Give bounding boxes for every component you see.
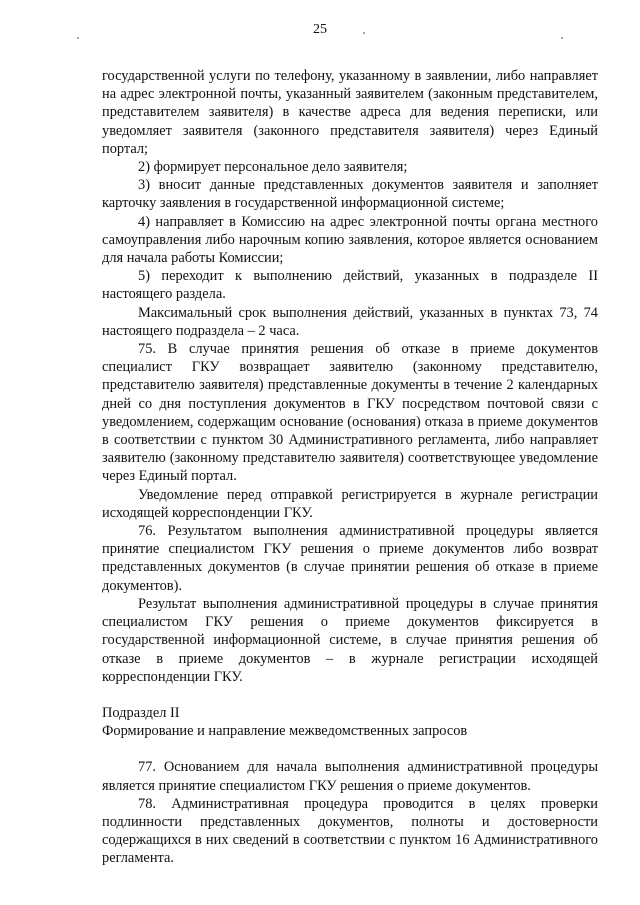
paragraph: Результат выполнения административной процедуры в случае принятия специалистом ГКУ решения о приеме документов фиксируется в государственной информационной системе, в случае принятия решения об отказе в приеме документов – в журнале регистрации исходящей корреспонденции ГКУ. — [102, 595, 598, 685]
paragraph-78: 78. Административная процедура проводится в целях проверки подлинности представленных документов, полноты и достоверности содержащихся в них сведений в соответствии с пунктом 16 Административного регламента. — [102, 795, 598, 867]
paragraph-77: 77. Основанием для начала выполнения административной процедуры является принятие специалистом ГКУ решения о приеме документов. — [102, 759, 598, 794]
scan-speck — [77, 37, 79, 39]
page-number: 25 — [313, 22, 327, 37]
list-item: 3) вносит данные представленных документов заявителя и заполняет карточку заявления в государственной информационной системе; — [102, 177, 598, 212]
paragraph-75: 75. В случае принятия решения об отказе в приеме документов специалист ГКУ возвращает заявителю (законному представителю, представителю заявителя) представленные документы в течение 2 календарных дней со дня поступления документов в ГКУ посредством почтовой связи с уведомлением, содержащим основание (основания) отказа в приеме документов в соответствии с пунктом 30 Административного регламента, либо направляет заявителю (законному представителю заявителя) соответствующее уведомление через Единый портал. — [102, 341, 598, 485]
list-item: 2) формирует персональное дело заявителя; — [138, 159, 408, 176]
scan-speck — [561, 37, 563, 39]
list-item: 5) переходит к выполнению действий, указанных в подразделе II настоящего раздела. — [102, 268, 598, 303]
section-title: Подраздел II — [102, 704, 180, 721]
paragraph: Уведомление перед отправкой регистрируется в журнале регистрации исходящей корреспонденции ГКУ. — [102, 486, 598, 521]
scan-speck — [363, 32, 365, 34]
paragraph: государственной услуги по телефону, указанному в заявлении, либо направляет на адрес электронной почты, указанный заявителем (законным представителем, представителем заявителя) в качестве адреса для ведения переписки, или уведомляет заявителя (законного представителя заявителя) через Единый портал; — [102, 68, 598, 157]
paragraph-76: 76. Результатом выполнения административной процедуры является принятие специалистом ГКУ решения о приеме документов либо возврат представленных документов (в случае принятии решения об отказе в приеме документов). — [102, 523, 598, 594]
document-body — [102, 67, 598, 868]
list-item: 4) направляет в Комиссию на адрес электронной почты органа местного самоуправления либо нарочным копию заявления, которое является основанием для начала работы Комиссии; — [102, 213, 598, 267]
paragraph: Максимальный срок выполнения действий, указанных в пунктах 73, 74 настоящего подраздела – 2 часа. — [102, 304, 598, 339]
section-subtitle: Формирование и направление межведомственных запросов — [102, 723, 468, 740]
